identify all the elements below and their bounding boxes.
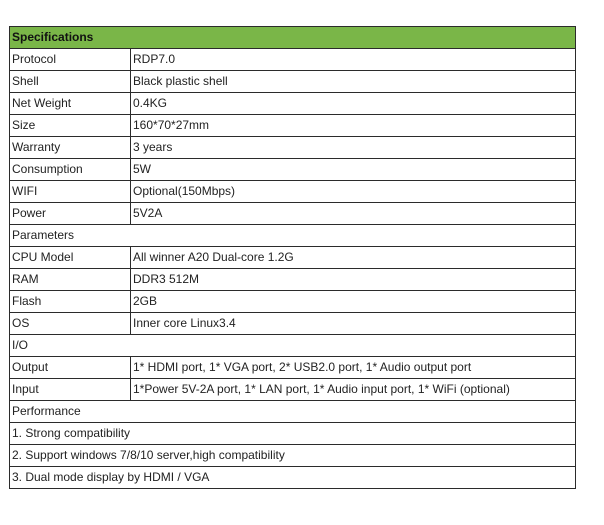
specifications-table xyxy=(9,26,576,489)
table-row xyxy=(10,357,576,379)
row-label: OS xyxy=(10,313,131,335)
table-row xyxy=(10,137,576,159)
table-row xyxy=(10,313,576,335)
table-header-row xyxy=(10,27,576,49)
performance-text: 1. Strong compatibility xyxy=(10,423,576,445)
table-row xyxy=(10,291,576,313)
section-row-io xyxy=(10,335,576,357)
row-value: 5W xyxy=(131,159,576,181)
table-row xyxy=(10,379,576,401)
row-label: Net Weight xyxy=(10,93,131,115)
row-value: Black plastic shell xyxy=(131,71,576,93)
section-row-performance xyxy=(10,401,576,423)
row-value: 5V2A xyxy=(131,203,576,225)
row-label: RAM xyxy=(10,269,131,291)
table-row xyxy=(10,203,576,225)
table-row xyxy=(10,49,576,71)
table-row xyxy=(10,269,576,291)
performance-item xyxy=(10,467,576,489)
row-label: Warranty xyxy=(10,137,131,159)
row-label: CPU Model xyxy=(10,247,131,269)
row-value: Optional(150Mbps) xyxy=(131,181,576,203)
row-value: RDP7.0 xyxy=(131,49,576,71)
row-label: WIFI xyxy=(10,181,131,203)
row-label: Power xyxy=(10,203,131,225)
row-label: Output xyxy=(10,357,131,379)
row-label: Shell xyxy=(10,71,131,93)
section-title: Parameters xyxy=(10,225,576,247)
section-title: I/O xyxy=(10,335,576,357)
row-label: Flash xyxy=(10,291,131,313)
row-value: 3 years xyxy=(131,137,576,159)
performance-text: 3. Dual mode display by HDMI / VGA xyxy=(10,467,576,489)
row-value: 1*Power 5V-2A port, 1* LAN port, 1* Audio input port, 1* WiFi (optional) xyxy=(131,379,576,401)
row-label: Consumption xyxy=(10,159,131,181)
row-value: All winner A20 Dual-core 1.2G xyxy=(131,247,576,269)
table-row xyxy=(10,181,576,203)
row-value: DDR3 512M xyxy=(131,269,576,291)
row-value: 160*70*27mm xyxy=(131,115,576,137)
table-row xyxy=(10,159,576,181)
table-row xyxy=(10,93,576,115)
table-row xyxy=(10,71,576,93)
performance-item xyxy=(10,423,576,445)
performance-item xyxy=(10,445,576,467)
row-label: Input xyxy=(10,379,131,401)
row-value: 0.4KG xyxy=(131,93,576,115)
row-value: Inner core Linux3.4 xyxy=(131,313,576,335)
table-row xyxy=(10,115,576,137)
section-title: Performance xyxy=(10,401,576,423)
table-row xyxy=(10,247,576,269)
row-label: Protocol xyxy=(10,49,131,71)
row-value: 2GB xyxy=(131,291,576,313)
performance-text: 2. Support windows 7/8/10 server,high compatibility xyxy=(10,445,576,467)
specifications-heading: Specifications xyxy=(10,27,576,49)
section-row-parameters xyxy=(10,225,576,247)
row-label: Size xyxy=(10,115,131,137)
row-value: 1* HDMI port, 1* VGA port, 2* USB2.0 port, 1* Audio output port xyxy=(131,357,576,379)
